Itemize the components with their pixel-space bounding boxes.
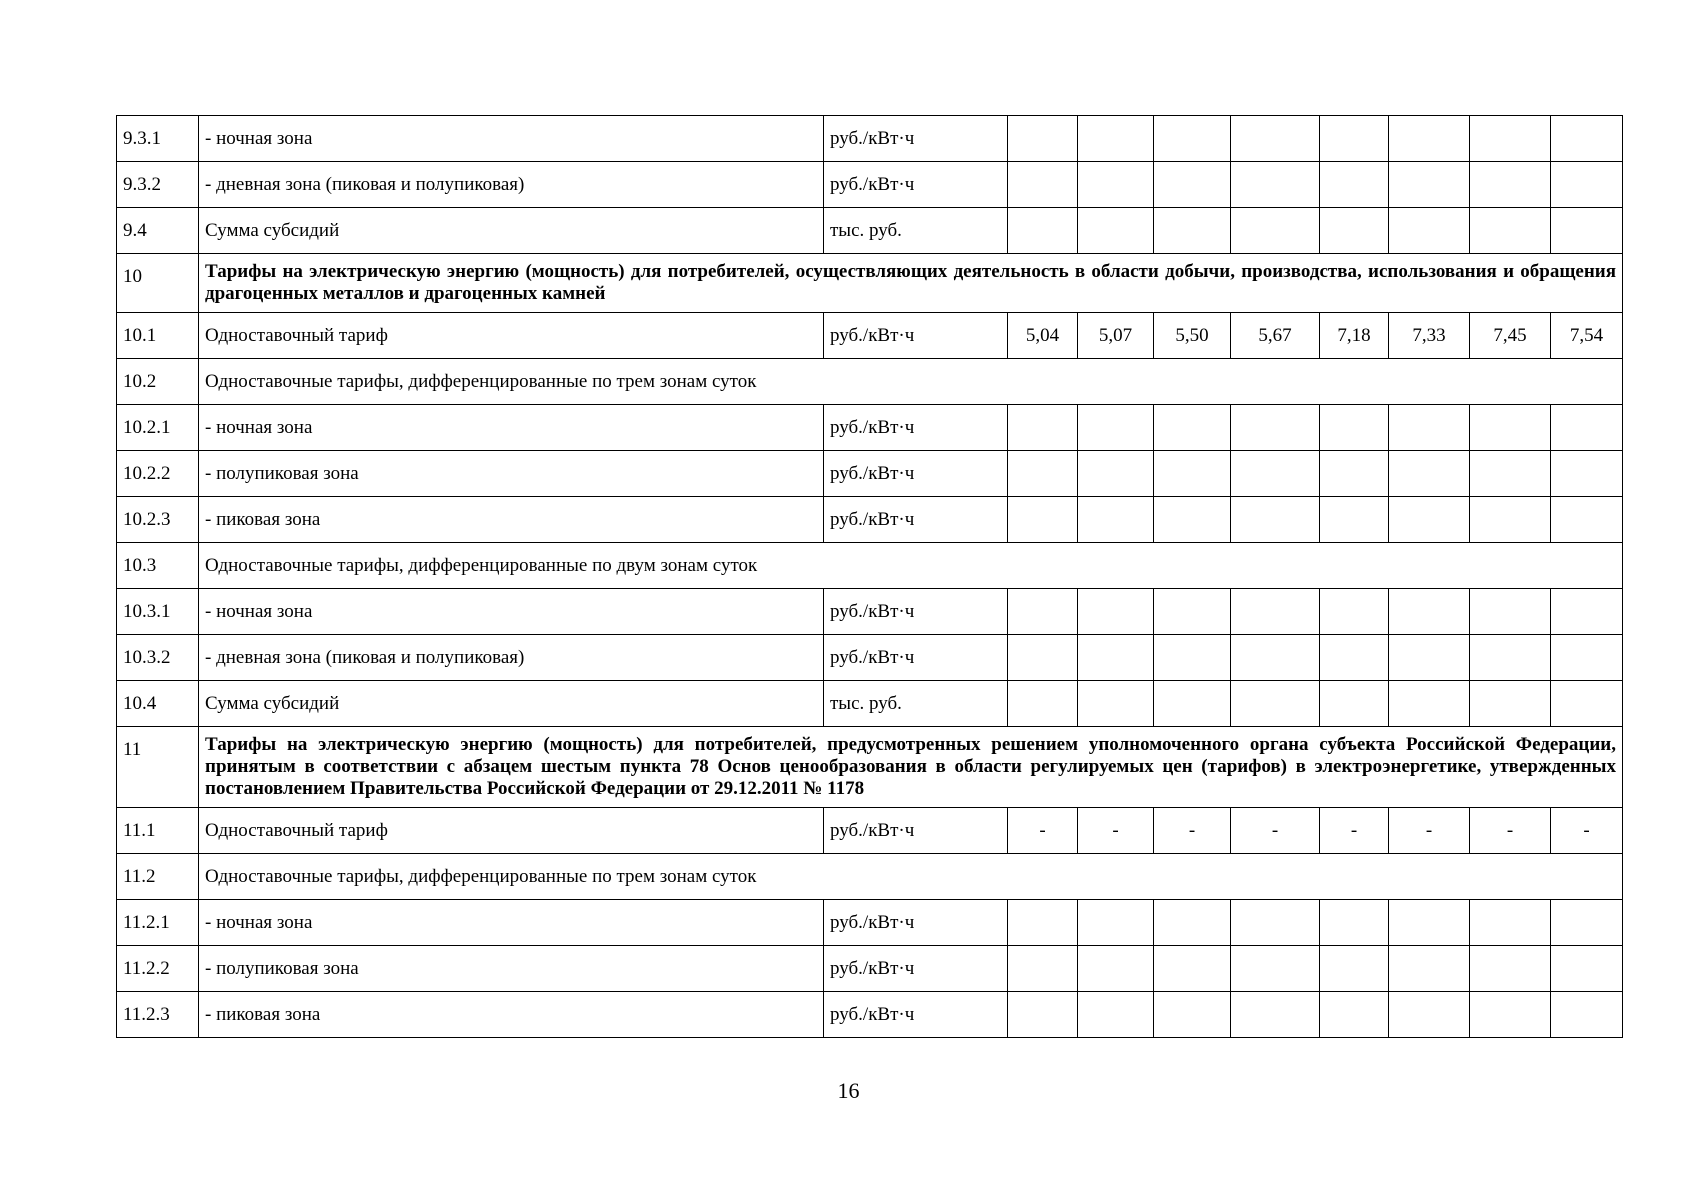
value-cell <box>1551 405 1623 451</box>
value-cell <box>1231 635 1320 681</box>
table-row <box>117 313 1623 359</box>
value-cell <box>1551 451 1623 497</box>
table-row <box>117 635 1623 681</box>
value-cell <box>1551 681 1623 727</box>
table-row <box>117 992 1623 1038</box>
value-cell <box>1008 208 1078 254</box>
row-name: - пиковая зона <box>199 497 824 543</box>
table-row <box>117 451 1623 497</box>
value-cell <box>1320 946 1389 992</box>
value-cell <box>1389 681 1470 727</box>
row-name: - ночная зона <box>199 116 824 162</box>
value-cell <box>1231 497 1320 543</box>
table-row <box>117 116 1623 162</box>
row-code: 10.2.3 <box>117 497 199 543</box>
value-cell <box>1320 992 1389 1038</box>
value-cell: - <box>1154 808 1231 854</box>
value-cell <box>1008 992 1078 1038</box>
value-cell <box>1320 162 1389 208</box>
page-number: 16 <box>837 1078 860 1103</box>
section-row <box>117 543 1623 589</box>
value-cell <box>1320 635 1389 681</box>
value-cell <box>1078 451 1154 497</box>
section-heading: Одноставочные тарифы, дифференцированные по двум зонам суток <box>199 543 1623 589</box>
value-cell <box>1008 451 1078 497</box>
value-cell <box>1078 116 1154 162</box>
row-name: - ночная зона <box>199 589 824 635</box>
table-row <box>117 497 1623 543</box>
value-cell <box>1389 900 1470 946</box>
value-cell <box>1320 900 1389 946</box>
value-cell <box>1078 405 1154 451</box>
row-unit: руб./кВт·ч <box>824 992 1008 1038</box>
value-cell <box>1470 162 1551 208</box>
row-unit: руб./кВт·ч <box>824 405 1008 451</box>
value-cell <box>1231 162 1320 208</box>
value-cell <box>1078 497 1154 543</box>
value-cell <box>1008 162 1078 208</box>
value-cell <box>1470 451 1551 497</box>
value-cell <box>1154 589 1231 635</box>
row-code: 11.2.3 <box>117 992 199 1038</box>
value-cell <box>1320 208 1389 254</box>
value-cell <box>1470 497 1551 543</box>
value-cell <box>1470 116 1551 162</box>
value-cell <box>1470 208 1551 254</box>
value-cell <box>1389 992 1470 1038</box>
value-cell <box>1470 992 1551 1038</box>
row-code: 10.2.1 <box>117 405 199 451</box>
value-cell: 5,04 <box>1008 313 1078 359</box>
value-cell: - <box>1551 808 1623 854</box>
table-row <box>117 162 1623 208</box>
value-cell <box>1389 589 1470 635</box>
value-cell <box>1154 900 1231 946</box>
value-cell <box>1470 681 1551 727</box>
value-cell <box>1320 589 1389 635</box>
value-cell: 5,67 <box>1231 313 1320 359</box>
value-cell <box>1154 162 1231 208</box>
section-heading: Одноставочные тарифы, дифференцированные по трем зонам суток <box>199 854 1623 900</box>
row-name: - дневная зона (пиковая и полупиковая) <box>199 635 824 681</box>
row-code: 10.3.2 <box>117 635 199 681</box>
value-cell <box>1231 589 1320 635</box>
row-unit: руб./кВт·ч <box>824 946 1008 992</box>
row-unit: руб./кВт·ч <box>824 589 1008 635</box>
row-code: 10.3 <box>117 543 199 589</box>
row-code: 11.2.2 <box>117 946 199 992</box>
value-cell <box>1551 208 1623 254</box>
value-cell <box>1389 116 1470 162</box>
value-cell <box>1320 497 1389 543</box>
row-unit: руб./кВт·ч <box>824 116 1008 162</box>
row-code: 9.3.2 <box>117 162 199 208</box>
value-cell <box>1389 946 1470 992</box>
row-code: 10.2 <box>117 359 199 405</box>
row-unit: тыс. руб. <box>824 681 1008 727</box>
table-row <box>117 405 1623 451</box>
value-cell <box>1320 116 1389 162</box>
row-code: 10.4 <box>117 681 199 727</box>
row-unit: руб./кВт·ч <box>824 313 1008 359</box>
value-cell <box>1078 162 1154 208</box>
value-cell <box>1231 900 1320 946</box>
value-cell <box>1078 681 1154 727</box>
value-cell <box>1470 946 1551 992</box>
value-cell <box>1078 992 1154 1038</box>
row-name: - ночная зона <box>199 405 824 451</box>
section-row <box>117 854 1623 900</box>
value-cell: 7,18 <box>1320 313 1389 359</box>
row-name: - пиковая зона <box>199 992 824 1038</box>
row-code: 11.1 <box>117 808 199 854</box>
row-unit: руб./кВт·ч <box>824 162 1008 208</box>
value-cell <box>1154 681 1231 727</box>
section-row <box>117 727 1623 808</box>
section-row <box>117 254 1623 313</box>
value-cell <box>1078 900 1154 946</box>
row-code: 11.2.1 <box>117 900 199 946</box>
table-row <box>117 946 1623 992</box>
row-code: 11 <box>117 727 199 808</box>
value-cell <box>1470 405 1551 451</box>
row-unit: тыс. руб. <box>824 208 1008 254</box>
row-name: Одноставочный тариф <box>199 808 824 854</box>
value-cell <box>1008 635 1078 681</box>
table-row <box>117 900 1623 946</box>
value-cell <box>1389 162 1470 208</box>
section-row <box>117 359 1623 405</box>
row-code: 10 <box>117 254 199 313</box>
row-code: 10.2.2 <box>117 451 199 497</box>
row-code: 9.3.1 <box>117 116 199 162</box>
row-code: 10.3.1 <box>117 589 199 635</box>
value-cell <box>1470 900 1551 946</box>
value-cell <box>1470 635 1551 681</box>
value-cell <box>1231 946 1320 992</box>
value-cell: 7,45 <box>1470 313 1551 359</box>
value-cell <box>1551 946 1623 992</box>
row-unit: руб./кВт·ч <box>824 900 1008 946</box>
value-cell <box>1008 405 1078 451</box>
value-cell <box>1231 992 1320 1038</box>
value-cell <box>1389 497 1470 543</box>
value-cell <box>1154 208 1231 254</box>
value-cell <box>1231 451 1320 497</box>
row-name: - ночная зона <box>199 900 824 946</box>
value-cell <box>1551 162 1623 208</box>
tariff-table <box>116 115 1623 1038</box>
value-cell <box>1078 946 1154 992</box>
table-body <box>117 116 1623 1038</box>
row-unit: руб./кВт·ч <box>824 635 1008 681</box>
value-cell <box>1008 116 1078 162</box>
value-cell <box>1551 900 1623 946</box>
row-code: 9.4 <box>117 208 199 254</box>
value-cell: - <box>1320 808 1389 854</box>
value-cell: - <box>1231 808 1320 854</box>
value-cell <box>1154 635 1231 681</box>
value-cell <box>1231 116 1320 162</box>
value-cell: 5,07 <box>1078 313 1154 359</box>
value-cell <box>1008 946 1078 992</box>
row-name: Одноставочный тариф <box>199 313 824 359</box>
value-cell <box>1154 992 1231 1038</box>
value-cell <box>1078 208 1154 254</box>
value-cell <box>1154 946 1231 992</box>
value-cell <box>1231 405 1320 451</box>
table-row <box>117 808 1623 854</box>
row-name: Сумма субсидий <box>199 208 824 254</box>
value-cell <box>1551 116 1623 162</box>
value-cell <box>1551 497 1623 543</box>
value-cell <box>1551 589 1623 635</box>
value-cell <box>1154 451 1231 497</box>
value-cell <box>1154 497 1231 543</box>
value-cell <box>1389 635 1470 681</box>
value-cell <box>1008 497 1078 543</box>
section-heading: Тарифы на электрическую энергию (мощность) для потребителей, осуществляющих деятельность в области добычи, производства, использования и обращения драгоценных металлов и драгоценных камней <box>199 254 1623 313</box>
value-cell <box>1389 451 1470 497</box>
value-cell <box>1078 589 1154 635</box>
row-code: 11.2 <box>117 854 199 900</box>
value-cell <box>1231 208 1320 254</box>
value-cell <box>1389 208 1470 254</box>
value-cell: - <box>1470 808 1551 854</box>
value-cell <box>1008 681 1078 727</box>
row-unit: руб./кВт·ч <box>824 451 1008 497</box>
row-name: Сумма субсидий <box>199 681 824 727</box>
value-cell: - <box>1078 808 1154 854</box>
value-cell: 5,50 <box>1154 313 1231 359</box>
value-cell <box>1320 405 1389 451</box>
section-heading: Тарифы на электрическую энергию (мощность) для потребителей, предусмотренных решением уполномоченного органа субъекта Российской Федерации, принятым в соответствии с абзацем шестым пункта 78 Основ ценообразования в области регулируемых цен (тарифов) в электроэнергетике, утвержденных постановлением Правительства Российской Федерации от 29.12.2011 № 1178 <box>199 727 1623 808</box>
table-row <box>117 589 1623 635</box>
table-row <box>117 681 1623 727</box>
value-cell <box>1551 635 1623 681</box>
value-cell <box>1551 992 1623 1038</box>
row-name: - дневная зона (пиковая и полупиковая) <box>199 162 824 208</box>
value-cell: - <box>1008 808 1078 854</box>
value-cell <box>1154 405 1231 451</box>
value-cell <box>1320 451 1389 497</box>
value-cell <box>1320 681 1389 727</box>
value-cell <box>1008 589 1078 635</box>
value-cell: 7,54 <box>1551 313 1623 359</box>
value-cell: 7,33 <box>1389 313 1470 359</box>
value-cell <box>1389 405 1470 451</box>
row-name: - полупиковая зона <box>199 946 824 992</box>
value-cell <box>1231 681 1320 727</box>
value-cell: - <box>1389 808 1470 854</box>
row-code: 10.1 <box>117 313 199 359</box>
section-heading: Одноставочные тарифы, дифференцированные по трем зонам суток <box>199 359 1623 405</box>
value-cell <box>1078 635 1154 681</box>
row-unit: руб./кВт·ч <box>824 808 1008 854</box>
row-unit: руб./кВт·ч <box>824 497 1008 543</box>
value-cell <box>1154 116 1231 162</box>
value-cell <box>1008 900 1078 946</box>
table-row <box>117 208 1623 254</box>
value-cell <box>1470 589 1551 635</box>
row-name: - полупиковая зона <box>199 451 824 497</box>
